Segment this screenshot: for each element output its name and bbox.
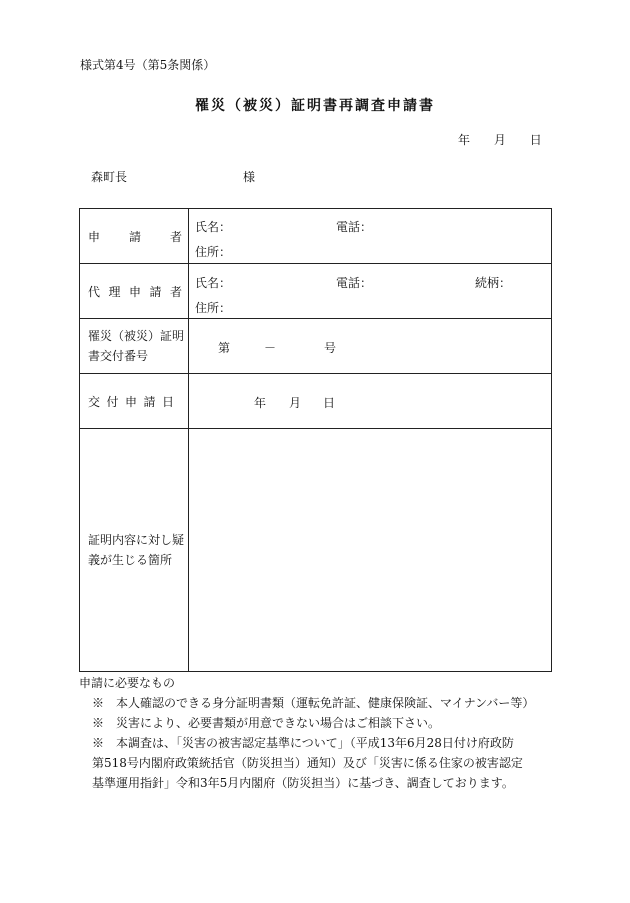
- applicant-address-label: 住所：: [195, 245, 232, 259]
- issue-date-label-cell: 交 付 申 請 日: [80, 374, 189, 429]
- note-item-basis: ※ 本調査は、「災害の被害認定基準について」（平成13年6月28日付け府政防: [92, 736, 514, 750]
- cert-number-label-cell: [80, 319, 189, 374]
- applicant-label-cell: 申 請 者: [80, 209, 189, 264]
- issue-date-day: 日: [323, 396, 336, 410]
- agent-phone-label: 電話：: [336, 276, 373, 290]
- issue-date-year: 年: [254, 396, 267, 410]
- issue-date-month: 月: [289, 396, 302, 410]
- applicant-name-label: 氏名：: [195, 220, 232, 234]
- cert-number-field-cell[interactable]: [189, 319, 552, 374]
- cert-number-label-line1: 罹災（被災）証明: [88, 329, 185, 343]
- addressee-name: 森町長: [91, 170, 128, 184]
- applicant-field-cell[interactable]: [189, 209, 552, 264]
- note-item-basis-cont1: 第518号内閣府政策統括官（防災担当）通知）及び「災害に係る住家の被害認定: [92, 756, 523, 770]
- form-number: 様式第4号（第5条関係）: [80, 58, 216, 72]
- date-month: 月: [493, 133, 506, 147]
- agent-address-label: 住所：: [195, 301, 232, 315]
- cert-number-label-line2: 書交付番号: [88, 349, 149, 363]
- cert-number-go: 号: [324, 341, 337, 355]
- addressee-suffix: 様: [243, 170, 256, 184]
- agent-name-label: 氏名：: [195, 276, 232, 290]
- cert-number-dash: －: [264, 341, 277, 355]
- agent-relation-label: 続柄：: [475, 276, 512, 290]
- date-line: [458, 131, 542, 148]
- doubt-label-line1: 証明内容に対し疑: [88, 533, 185, 547]
- agent-field-cell[interactable]: [189, 264, 552, 319]
- notes-heading: 申請に必要なもの: [79, 676, 176, 690]
- issue-date-row: [80, 374, 552, 429]
- doubt-field-cell[interactable]: [189, 429, 552, 672]
- note-item-id: ※ 本人確認のできる身分証明書類（運転免許証、健康保険証、マイナンバー等）: [92, 696, 535, 710]
- issue-date-field-cell[interactable]: [189, 374, 552, 429]
- agent-row: [80, 264, 552, 319]
- application-form-table: [79, 208, 552, 672]
- date-year: 年: [458, 133, 471, 147]
- doubt-row: [80, 429, 552, 672]
- cert-number-dai: 第: [218, 341, 231, 355]
- doubt-label-cell: [80, 429, 189, 672]
- doubt-label-line2: 義が生じる箇所: [88, 553, 173, 567]
- note-item-basis-cont2: 基準運用指針」令和3年5月内閣府（防災担当）に基づき、調査しております。: [92, 776, 514, 790]
- note-item-consult: ※ 災害により、必要書類が用意できない場合はご相談下さい。: [92, 716, 441, 730]
- agent-label-cell: 代 理 申 請 者: [80, 264, 189, 319]
- cert-number-row: [80, 319, 552, 374]
- document-title: 罹災（被災）証明書再調査申請書: [195, 98, 435, 114]
- applicant-phone-label: 電話：: [336, 220, 373, 234]
- date-day: 日: [529, 133, 542, 147]
- applicant-row: [80, 209, 552, 264]
